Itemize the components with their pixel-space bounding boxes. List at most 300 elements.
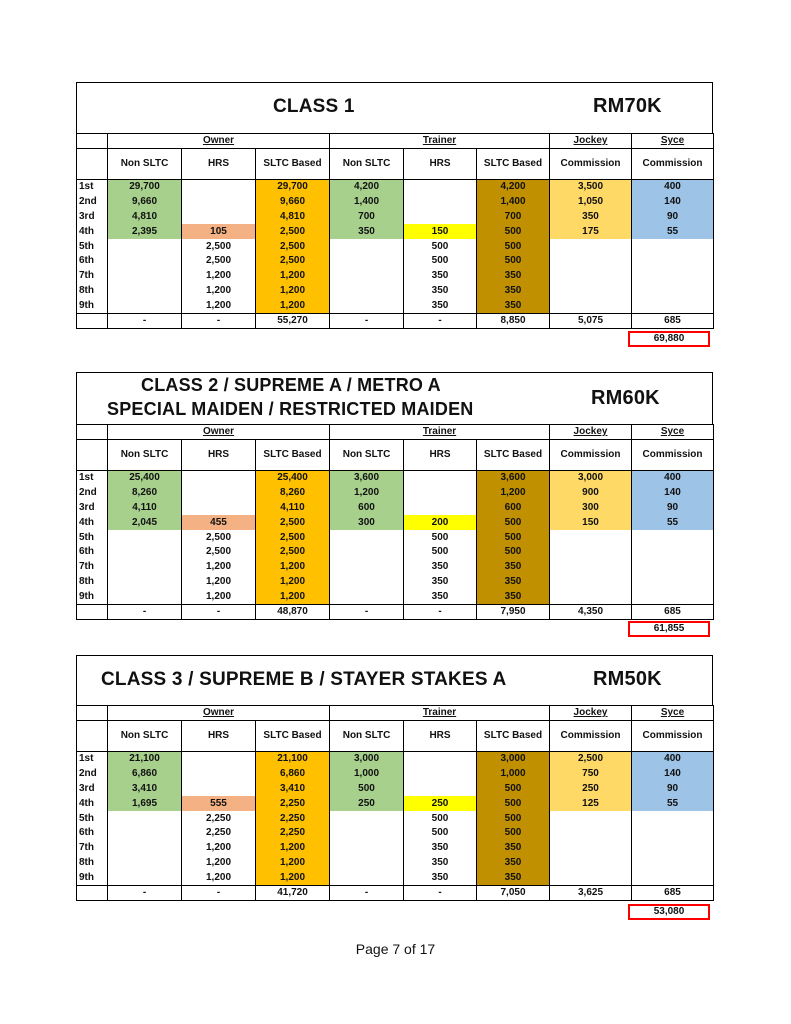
owner-group-header-cell	[108, 425, 330, 440]
syce-commission-cell: 140	[632, 767, 714, 782]
total-owner-hrs-cell: -	[182, 605, 256, 620]
owner-sltc-based-cell: 4,110	[256, 501, 330, 516]
owner-hrs-cell: 1,200	[182, 269, 256, 284]
jockey-commission-cell	[550, 545, 632, 560]
total-owner-sltc-based-cell: 55,270	[256, 314, 330, 329]
owner-non-sltc-cell: 4,110	[108, 501, 182, 516]
trainer-non-sltc-cell	[330, 530, 404, 545]
trainer-non-sltc-cell	[330, 269, 404, 284]
position-cell: 7th	[77, 841, 108, 856]
owner-non-sltc-cell	[108, 254, 182, 269]
trainer-hrs-cell: 350	[404, 870, 477, 885]
trainer-sltc-based-cell: 500	[477, 826, 550, 841]
total-trainer-sltc-based-cell: 7,050	[477, 886, 550, 901]
trainer-non-sltc-cell: 700	[330, 210, 404, 225]
trainer-sltc-based-cell: 500	[477, 239, 550, 254]
jockey-group-header: Jockey	[573, 707, 608, 718]
total-owner-non-sltc-cell: -	[108, 605, 182, 620]
total-owner-sltc-based-cell: 48,870	[256, 605, 330, 620]
owner-sltc-based-cell: 2,500	[256, 515, 330, 530]
syce-commission-cell	[632, 870, 714, 885]
corner-cell	[77, 149, 108, 180]
trainer-sltc-based-cell: 500	[477, 224, 550, 239]
trainer-hrs-cell	[404, 210, 477, 225]
table-row	[77, 826, 714, 841]
trainer-non-sltc-cell	[330, 239, 404, 254]
trainer-sltc-based-cell: 350	[477, 560, 550, 575]
trainer-hrs-cell	[404, 471, 477, 486]
position-cell: 4th	[77, 796, 108, 811]
trainer-hrs-cell	[404, 195, 477, 210]
trainer-non-sltc-cell	[330, 841, 404, 856]
owner-non-sltc-cell	[108, 841, 182, 856]
grand-total: 69,880	[628, 331, 710, 347]
owner-sltc-based-cell: 2,250	[256, 826, 330, 841]
page-footer: Page 7 of 17	[355, 941, 436, 957]
jockey-commission-cell	[550, 284, 632, 299]
column-header: Non SLTC	[108, 721, 182, 752]
trainer-non-sltc-cell	[330, 560, 404, 575]
position-cell: 1st	[77, 752, 108, 767]
column-header: Commission	[550, 440, 632, 471]
trainer-hrs-cell: 500	[404, 239, 477, 254]
owner-sltc-based-cell: 1,200	[256, 575, 330, 590]
owner-hrs-cell: 1,200	[182, 589, 256, 604]
owner-group-header: Owner	[202, 135, 235, 146]
position-cell: 4th	[77, 515, 108, 530]
table-amount: RM70K	[593, 95, 662, 117]
column-header: Non SLTC	[108, 440, 182, 471]
table-row	[77, 471, 714, 486]
trainer-hrs-cell	[404, 782, 477, 797]
table-header	[76, 82, 713, 133]
trainer-hrs-cell	[404, 752, 477, 767]
owner-hrs-cell: 1,200	[182, 856, 256, 871]
trainer-hrs-cell: 350	[404, 269, 477, 284]
owner-non-sltc-cell	[108, 826, 182, 841]
trainer-hrs-cell: 500	[404, 545, 477, 560]
syce-commission-cell: 400	[632, 471, 714, 486]
position-cell: 6th	[77, 254, 108, 269]
owner-non-sltc-cell: 2,395	[108, 224, 182, 239]
jockey-commission-cell	[550, 254, 632, 269]
position-cell: 9th	[77, 298, 108, 313]
table-row	[77, 298, 714, 313]
total-jockey-commission-cell: 5,075	[550, 314, 632, 329]
table-title-line-1: CLASS 2 / SUPREME A / METRO A	[141, 375, 441, 395]
table-row	[77, 589, 714, 604]
syce-commission-cell: 90	[632, 501, 714, 516]
position-cell: 9th	[77, 589, 108, 604]
owner-non-sltc-cell	[108, 545, 182, 560]
owner-non-sltc-cell	[108, 575, 182, 590]
owner-hrs-cell	[182, 195, 256, 210]
owner-sltc-based-cell: 2,250	[256, 811, 330, 826]
trainer-non-sltc-cell	[330, 589, 404, 604]
owner-sltc-based-cell: 21,100	[256, 752, 330, 767]
trainer-non-sltc-cell	[330, 870, 404, 885]
trainer-group-header: Trainer	[422, 707, 457, 718]
total-syce-commission-cell: 685	[632, 314, 714, 329]
syce-commission-cell	[632, 239, 714, 254]
jockey-commission-cell	[550, 239, 632, 254]
trainer-hrs-cell: 500	[404, 826, 477, 841]
trainer-non-sltc-cell	[330, 545, 404, 560]
trainer-hrs-cell: 350	[404, 589, 477, 604]
owner-hrs-cell: 105	[182, 224, 256, 239]
table-row	[77, 752, 714, 767]
trainer-sltc-based-cell: 3,000	[477, 752, 550, 767]
trainer-sltc-based-cell: 700	[477, 210, 550, 225]
trainer-non-sltc-cell	[330, 856, 404, 871]
owner-hrs-cell: 455	[182, 515, 256, 530]
trainer-group-header-cell	[330, 425, 550, 440]
jockey-group-header: Jockey	[573, 135, 608, 146]
owner-hrs-cell: 2,500	[182, 254, 256, 269]
trainer-sltc-based-cell: 1,200	[477, 486, 550, 501]
trainer-non-sltc-cell	[330, 826, 404, 841]
syce-commission-cell	[632, 530, 714, 545]
trainer-non-sltc-cell: 500	[330, 782, 404, 797]
totals-row	[77, 886, 714, 901]
column-header: Non SLTC	[330, 721, 404, 752]
owner-sltc-based-cell: 3,410	[256, 782, 330, 797]
syce-commission-cell	[632, 575, 714, 590]
trainer-hrs-cell: 500	[404, 254, 477, 269]
trainer-hrs-cell: 500	[404, 811, 477, 826]
trainer-sltc-based-cell: 1,000	[477, 767, 550, 782]
trainer-non-sltc-cell	[330, 298, 404, 313]
owner-non-sltc-cell	[108, 856, 182, 871]
column-header: SLTC Based	[256, 440, 330, 471]
trainer-sltc-based-cell: 350	[477, 269, 550, 284]
table-row	[77, 254, 714, 269]
subheader-row	[77, 149, 714, 180]
total-syce-commission-cell: 685	[632, 886, 714, 901]
trainer-sltc-based-cell: 350	[477, 841, 550, 856]
syce-commission-cell: 55	[632, 224, 714, 239]
owner-sltc-based-cell: 2,500	[256, 224, 330, 239]
owner-hrs-cell	[182, 782, 256, 797]
table-header	[76, 372, 713, 424]
position-cell: 9th	[77, 870, 108, 885]
owner-non-sltc-cell: 3,410	[108, 782, 182, 797]
trainer-hrs-cell: 350	[404, 575, 477, 590]
prize-grid	[76, 133, 714, 329]
jockey-commission-cell	[550, 575, 632, 590]
owner-non-sltc-cell: 29,700	[108, 180, 182, 195]
trainer-hrs-cell: 250	[404, 796, 477, 811]
prize-table-class-3	[76, 655, 713, 917]
corner-cell	[77, 440, 108, 471]
total-owner-non-sltc-cell: -	[108, 314, 182, 329]
owner-sltc-based-cell: 6,860	[256, 767, 330, 782]
total-position-cell	[77, 886, 108, 901]
trainer-sltc-based-cell: 350	[477, 589, 550, 604]
owner-sltc-based-cell: 2,250	[256, 796, 330, 811]
trainer-sltc-based-cell: 350	[477, 856, 550, 871]
owner-hrs-cell	[182, 501, 256, 516]
owner-sltc-based-cell: 1,200	[256, 560, 330, 575]
syce-group-header: Syce	[660, 426, 685, 437]
owner-sltc-based-cell: 2,500	[256, 239, 330, 254]
trainer-hrs-cell: 350	[404, 856, 477, 871]
trainer-non-sltc-cell: 250	[330, 796, 404, 811]
jockey-group-header-cell	[550, 706, 632, 721]
owner-hrs-cell: 1,200	[182, 284, 256, 299]
trainer-group-header: Trainer	[422, 426, 457, 437]
owner-hrs-cell	[182, 767, 256, 782]
position-cell: 1st	[77, 471, 108, 486]
owner-non-sltc-cell	[108, 870, 182, 885]
trainer-sltc-based-cell: 600	[477, 501, 550, 516]
column-header: HRS	[182, 440, 256, 471]
trainer-sltc-based-cell: 500	[477, 545, 550, 560]
syce-commission-cell: 400	[632, 180, 714, 195]
table-row	[77, 239, 714, 254]
corner-cell	[77, 706, 108, 721]
trainer-sltc-based-cell: 3,600	[477, 471, 550, 486]
syce-commission-cell	[632, 811, 714, 826]
syce-group-header: Syce	[660, 707, 685, 718]
owner-hrs-cell: 2,500	[182, 530, 256, 545]
table-row	[77, 180, 714, 195]
owner-sltc-based-cell: 1,200	[256, 269, 330, 284]
trainer-hrs-cell	[404, 501, 477, 516]
owner-sltc-based-cell: 1,200	[256, 284, 330, 299]
total-position-cell	[77, 605, 108, 620]
table-row	[77, 811, 714, 826]
owner-hrs-cell	[182, 180, 256, 195]
total-trainer-hrs-cell: -	[404, 886, 477, 901]
jockey-commission-cell: 250	[550, 782, 632, 797]
position-cell: 2nd	[77, 195, 108, 210]
table-title-line-2: SPECIAL MAIDEN / RESTRICTED MAIDEN	[107, 399, 474, 419]
column-header: HRS	[182, 149, 256, 180]
owner-hrs-cell: 2,250	[182, 826, 256, 841]
column-header: SLTC Based	[477, 440, 550, 471]
column-header: SLTC Based	[477, 721, 550, 752]
trainer-non-sltc-cell: 3,600	[330, 471, 404, 486]
position-cell: 5th	[77, 530, 108, 545]
trainer-non-sltc-cell	[330, 254, 404, 269]
column-header: HRS	[404, 440, 477, 471]
owner-hrs-cell: 2,500	[182, 239, 256, 254]
table-title: CLASS 1	[273, 96, 355, 117]
position-cell: 8th	[77, 575, 108, 590]
owner-sltc-based-cell: 25,400	[256, 471, 330, 486]
jockey-group-header-cell	[550, 134, 632, 149]
trainer-sltc-based-cell: 500	[477, 515, 550, 530]
trainer-hrs-cell: 350	[404, 284, 477, 299]
jockey-commission-cell	[550, 298, 632, 313]
trainer-non-sltc-cell: 3,000	[330, 752, 404, 767]
owner-non-sltc-cell: 1,695	[108, 796, 182, 811]
owner-sltc-based-cell: 1,200	[256, 298, 330, 313]
total-owner-hrs-cell: -	[182, 314, 256, 329]
syce-commission-cell	[632, 284, 714, 299]
owner-sltc-based-cell: 1,200	[256, 870, 330, 885]
owner-non-sltc-cell	[108, 811, 182, 826]
jockey-commission-cell	[550, 856, 632, 871]
table-row	[77, 856, 714, 871]
column-header: Commission	[632, 721, 714, 752]
position-cell: 2nd	[77, 486, 108, 501]
jockey-commission-cell	[550, 841, 632, 856]
table-header	[76, 655, 713, 705]
owner-non-sltc-cell: 25,400	[108, 471, 182, 486]
corner-cell	[77, 721, 108, 752]
prize-grid	[76, 424, 714, 620]
prize-table-class-2	[76, 372, 713, 634]
syce-group-header-cell	[632, 706, 714, 721]
trainer-hrs-cell: 500	[404, 530, 477, 545]
jockey-commission-cell: 1,050	[550, 195, 632, 210]
syce-commission-cell	[632, 545, 714, 560]
jockey-commission-cell: 350	[550, 210, 632, 225]
syce-commission-cell: 55	[632, 796, 714, 811]
trainer-group-header: Trainer	[422, 135, 457, 146]
grid-body	[77, 706, 714, 901]
owner-hrs-cell: 1,200	[182, 870, 256, 885]
column-header: HRS	[404, 721, 477, 752]
jockey-commission-cell	[550, 826, 632, 841]
position-cell: 7th	[77, 560, 108, 575]
position-cell: 5th	[77, 811, 108, 826]
jockey-group-header-cell	[550, 425, 632, 440]
owner-non-sltc-cell	[108, 530, 182, 545]
trainer-non-sltc-cell: 1,200	[330, 486, 404, 501]
owner-sltc-based-cell: 2,500	[256, 254, 330, 269]
owner-non-sltc-cell: 9,660	[108, 195, 182, 210]
column-header: Non SLTC	[330, 440, 404, 471]
total-trainer-sltc-based-cell: 7,950	[477, 605, 550, 620]
owner-group-header-cell	[108, 706, 330, 721]
trainer-non-sltc-cell	[330, 284, 404, 299]
total-trainer-hrs-cell: -	[404, 605, 477, 620]
owner-hrs-cell	[182, 471, 256, 486]
position-cell: 8th	[77, 856, 108, 871]
owner-non-sltc-cell: 8,260	[108, 486, 182, 501]
trainer-sltc-based-cell: 500	[477, 782, 550, 797]
total-owner-non-sltc-cell: -	[108, 886, 182, 901]
table-row	[77, 767, 714, 782]
position-cell: 6th	[77, 826, 108, 841]
column-header: SLTC Based	[477, 149, 550, 180]
owner-non-sltc-cell	[108, 239, 182, 254]
position-cell: 7th	[77, 269, 108, 284]
position-cell: 2nd	[77, 767, 108, 782]
owner-non-sltc-cell: 21,100	[108, 752, 182, 767]
total-jockey-commission-cell: 4,350	[550, 605, 632, 620]
syce-commission-cell: 90	[632, 782, 714, 797]
owner-hrs-cell: 1,200	[182, 560, 256, 575]
total-owner-hrs-cell: -	[182, 886, 256, 901]
table-row	[77, 782, 714, 797]
owner-sltc-based-cell: 2,500	[256, 530, 330, 545]
table-row	[77, 575, 714, 590]
total-trainer-non-sltc-cell: -	[330, 605, 404, 620]
syce-commission-cell	[632, 589, 714, 604]
trainer-non-sltc-cell: 350	[330, 224, 404, 239]
table-title: CLASS 3 / SUPREME B / STAYER STAKES A	[101, 669, 507, 690]
jockey-group-header: Jockey	[573, 426, 608, 437]
trainer-hrs-cell: 350	[404, 560, 477, 575]
syce-commission-cell: 140	[632, 486, 714, 501]
jockey-commission-cell: 900	[550, 486, 632, 501]
column-header: HRS	[182, 721, 256, 752]
table-row	[77, 796, 714, 811]
totals-row	[77, 605, 714, 620]
owner-sltc-based-cell: 1,200	[256, 841, 330, 856]
position-cell: 3rd	[77, 782, 108, 797]
trainer-group-header-cell	[330, 134, 550, 149]
prize-table-class-1	[76, 82, 713, 344]
syce-commission-cell: 140	[632, 195, 714, 210]
table-amount: RM60K	[591, 387, 660, 409]
position-cell: 8th	[77, 284, 108, 299]
owner-non-sltc-cell	[108, 589, 182, 604]
total-owner-sltc-based-cell: 41,720	[256, 886, 330, 901]
trainer-hrs-cell: 350	[404, 298, 477, 313]
trainer-sltc-based-cell: 500	[477, 796, 550, 811]
table-row	[77, 486, 714, 501]
syce-commission-cell	[632, 298, 714, 313]
jockey-commission-cell: 2,500	[550, 752, 632, 767]
owner-hrs-cell: 1,200	[182, 575, 256, 590]
owner-group-header-cell	[108, 134, 330, 149]
table-row	[77, 195, 714, 210]
syce-group-header-cell	[632, 425, 714, 440]
column-header: Commission	[550, 149, 632, 180]
trainer-sltc-based-cell: 350	[477, 284, 550, 299]
total-trainer-hrs-cell: -	[404, 314, 477, 329]
jockey-commission-cell	[550, 530, 632, 545]
trainer-non-sltc-cell	[330, 575, 404, 590]
owner-hrs-cell: 555	[182, 796, 256, 811]
subheader-row	[77, 721, 714, 752]
table-amount: RM50K	[593, 668, 662, 690]
syce-commission-cell	[632, 560, 714, 575]
total-syce-commission-cell: 685	[632, 605, 714, 620]
group-header-row	[77, 425, 714, 440]
column-header: Non SLTC	[330, 149, 404, 180]
syce-commission-cell	[632, 254, 714, 269]
trainer-sltc-based-cell: 350	[477, 575, 550, 590]
grid-body	[77, 134, 714, 329]
syce-group-header: Syce	[660, 135, 685, 146]
group-header-row	[77, 134, 714, 149]
trainer-non-sltc-cell: 1,000	[330, 767, 404, 782]
syce-commission-cell: 55	[632, 515, 714, 530]
owner-sltc-based-cell: 8,260	[256, 486, 330, 501]
syce-commission-cell	[632, 841, 714, 856]
trainer-hrs-cell	[404, 486, 477, 501]
jockey-commission-cell	[550, 811, 632, 826]
trainer-sltc-based-cell: 500	[477, 254, 550, 269]
jockey-commission-cell	[550, 589, 632, 604]
table-row	[77, 515, 714, 530]
trainer-non-sltc-cell: 600	[330, 501, 404, 516]
trainer-non-sltc-cell	[330, 811, 404, 826]
prize-grid	[76, 705, 714, 901]
total-trainer-non-sltc-cell: -	[330, 314, 404, 329]
column-header: SLTC Based	[256, 721, 330, 752]
total-trainer-sltc-based-cell: 8,850	[477, 314, 550, 329]
owner-hrs-cell	[182, 210, 256, 225]
subheader-row	[77, 440, 714, 471]
table-row	[77, 560, 714, 575]
